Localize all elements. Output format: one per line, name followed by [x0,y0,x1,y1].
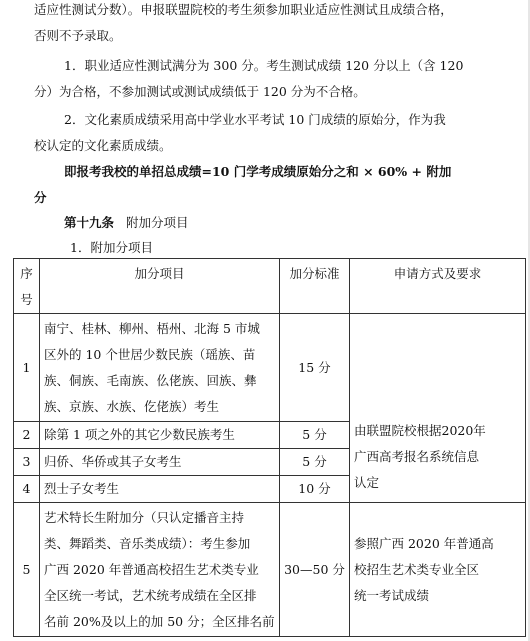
paragraph-line: 1．职业适应性测试满分为 300 分。考生测试成绩 120 分以上（含 120 [64,58,464,73]
paragraph-line: 校认定的文化素质成绩。 [34,138,172,153]
article-title: 附加分项目 [126,215,189,230]
row-method: 参照广西 2020 年普通高 校招生艺术类专业全区 统一考试成绩 [350,503,526,637]
header-item: 加分项目 [40,259,280,314]
article-number: 第十九条 [64,215,115,230]
header-method: 申请方式及要求 [350,259,526,314]
article-heading [64,214,189,232]
header-standard: 加分标准 [280,259,350,314]
row-item: 艺术特长生附加分（只认定播音主持 类、舞蹈类、音乐类成绩）：考生参加 广西 2020 年普通高校招生艺术类专业 全区统一考试，艺术统考成绩在全区排 名前 20%及以上的加 50 分；全区排名前 [40,503,280,637]
row-method: 由联盟院校根据2020年 广西高考报名系统信息 认定 [350,314,526,503]
table-header-row [14,259,526,314]
row-item: 除第 1 项之外的其它少数民族考生 [40,422,280,449]
row-number: 5 [14,503,40,637]
row-number: 1 [14,314,40,422]
header-seq: 序 号 [14,259,40,314]
row-item: 归侨、华侨或其子女考生 [40,449,280,476]
row-standard: 10 分 [280,476,350,503]
subheading: 1．附加分项目 [70,240,153,255]
row-number: 4 [14,476,40,503]
paragraph-line: 适应性测试分数）。申报联盟院校的考生须参加职业适应性测试且成绩合格， [34,2,453,17]
row-number: 3 [14,449,40,476]
paragraph-line: 分）为合格，不参加测试或测试成绩低于 120 分为不合格。 [34,84,366,99]
row-item: 南宁、桂林、柳州、梧州、北海 5 市城 区外的 10 个世居少数民族（瑶族、苗 族、侗族、毛南族、仫佬族、回族、彝 族、京族、水族、仡佬族）考生 [40,314,280,422]
row-standard: 30—50 分 [280,503,350,637]
row-standard: 5 分 [280,422,350,449]
paragraph-line: 否则不予录取。 [34,28,122,43]
table-row [14,314,526,422]
table-row [14,503,526,637]
row-standard: 5 分 [280,449,350,476]
bonus-items-table [13,258,526,637]
paragraph-line: 2．文化素质成绩采用高中学业水平考试 10 门成绩的原始分，作为我 [64,112,446,127]
formula-line: 分 [34,190,47,205]
row-standard: 15 分 [280,314,350,422]
formula-line: 即报考我校的单招总成绩=10 门学考成绩原始分之和 × 60% + 附加 [64,164,452,179]
row-number: 2 [14,422,40,449]
row-item: 烈士子女考生 [40,476,280,503]
